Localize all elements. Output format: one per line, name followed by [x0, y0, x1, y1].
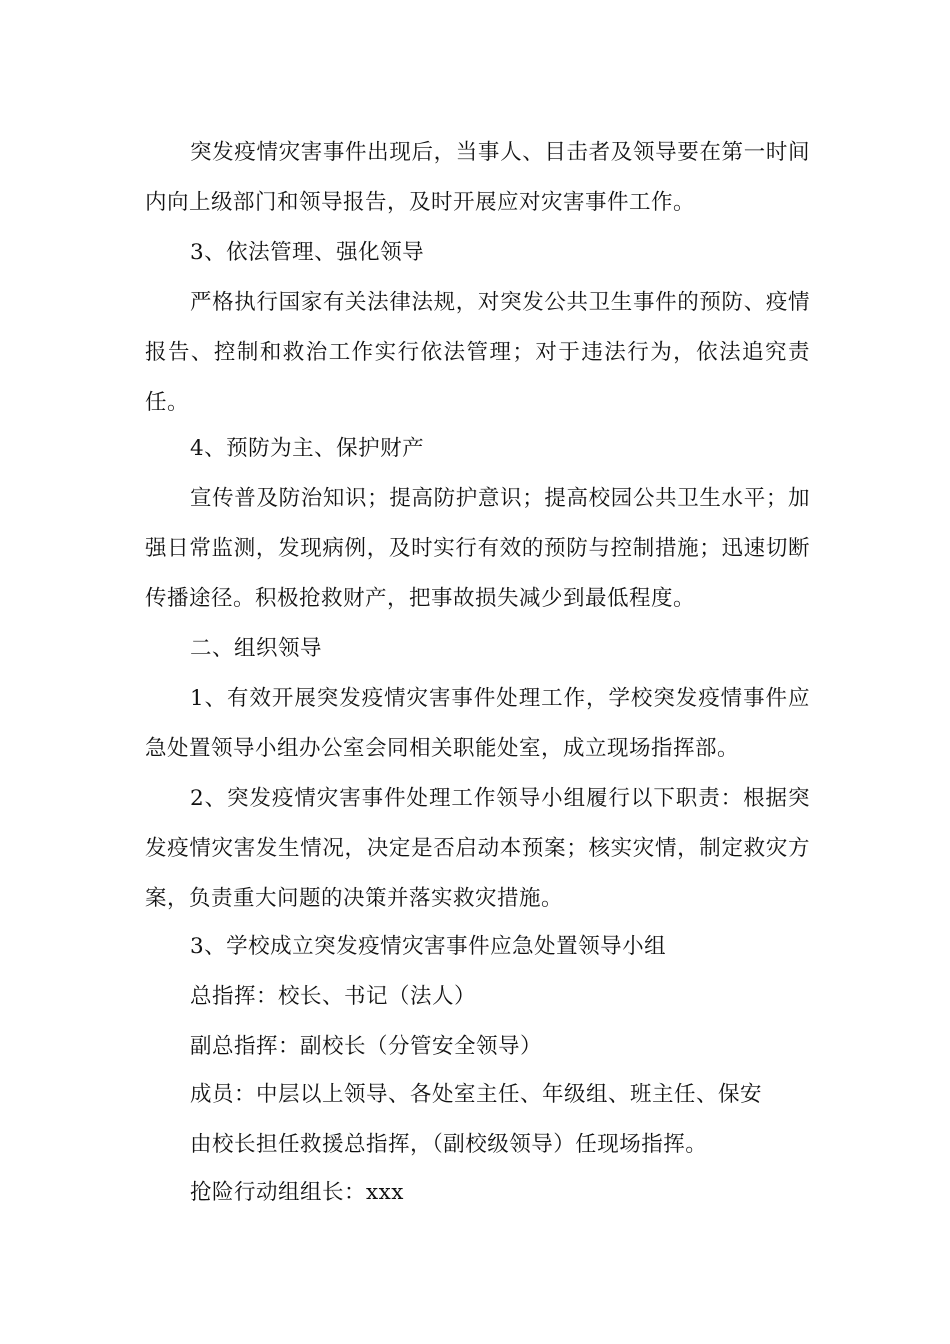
paragraph-leadership-item-1: 1、有效开展突发疫情灾害事件处理工作，学校突发疫情事件应急处置领导小组办公室会同相关职能处室，成立现场指挥部。 — [145, 686, 810, 761]
heading-organization-leadership: 二、组织领导 — [190, 636, 323, 661]
paragraph-leadership-item-2: 2、突发疫情灾害事件处理工作领导小组履行以下职责：根据突发疫情灾害发生情况，决定是否启动本预案；核实灾情，制定救灾方案，负责重大问题的决策并落实救灾措施。 — [145, 786, 810, 911]
rescue-team-leader-line: 抢险行动组组长：xxx — [190, 1180, 404, 1205]
paragraph-prevention-first: 宣传普及防治知识；提高防护意识；提高校园公共卫生水平；加强日常监测，发现病例，及时实行有效的预防与控制措施；迅速切断传播途径。积极抢救财产，把事故损失减少到最低程度。 — [145, 486, 810, 611]
heading-prevention-first: 4、预防为主、保护财产 — [190, 436, 425, 461]
members-line: 成员：中层以上领导、各处室主任、年级组、班主任、保安 — [190, 1082, 763, 1107]
paragraph-lawful-management: 严格执行国家有关法律法规，对突发公共卫生事件的预防、疫情报告、控制和救治工作实行依法管理；对于违法行为，依法追究责任。 — [145, 290, 810, 415]
paragraph-incident-reporting: 突发疫情灾害事件出现后，当事人、目击者及领导要在第一时间内向上级部门和领导报告，及时开展应对灾害事件工作。 — [145, 140, 810, 215]
paragraph-leadership-item-3: 3、学校成立突发疫情灾害事件应急处置领导小组 — [190, 934, 667, 959]
deputy-commander-line: 副总指挥：副校长（分管安全领导） — [190, 1034, 543, 1059]
heading-lawful-management: 3、依法管理、强化领导 — [190, 240, 425, 265]
commander-line: 总指挥：校长、书记（法人） — [190, 984, 477, 1009]
rescue-commander-line: 由校长担任救援总指挥，（副校级领导）任现场指挥。 — [190, 1132, 708, 1157]
